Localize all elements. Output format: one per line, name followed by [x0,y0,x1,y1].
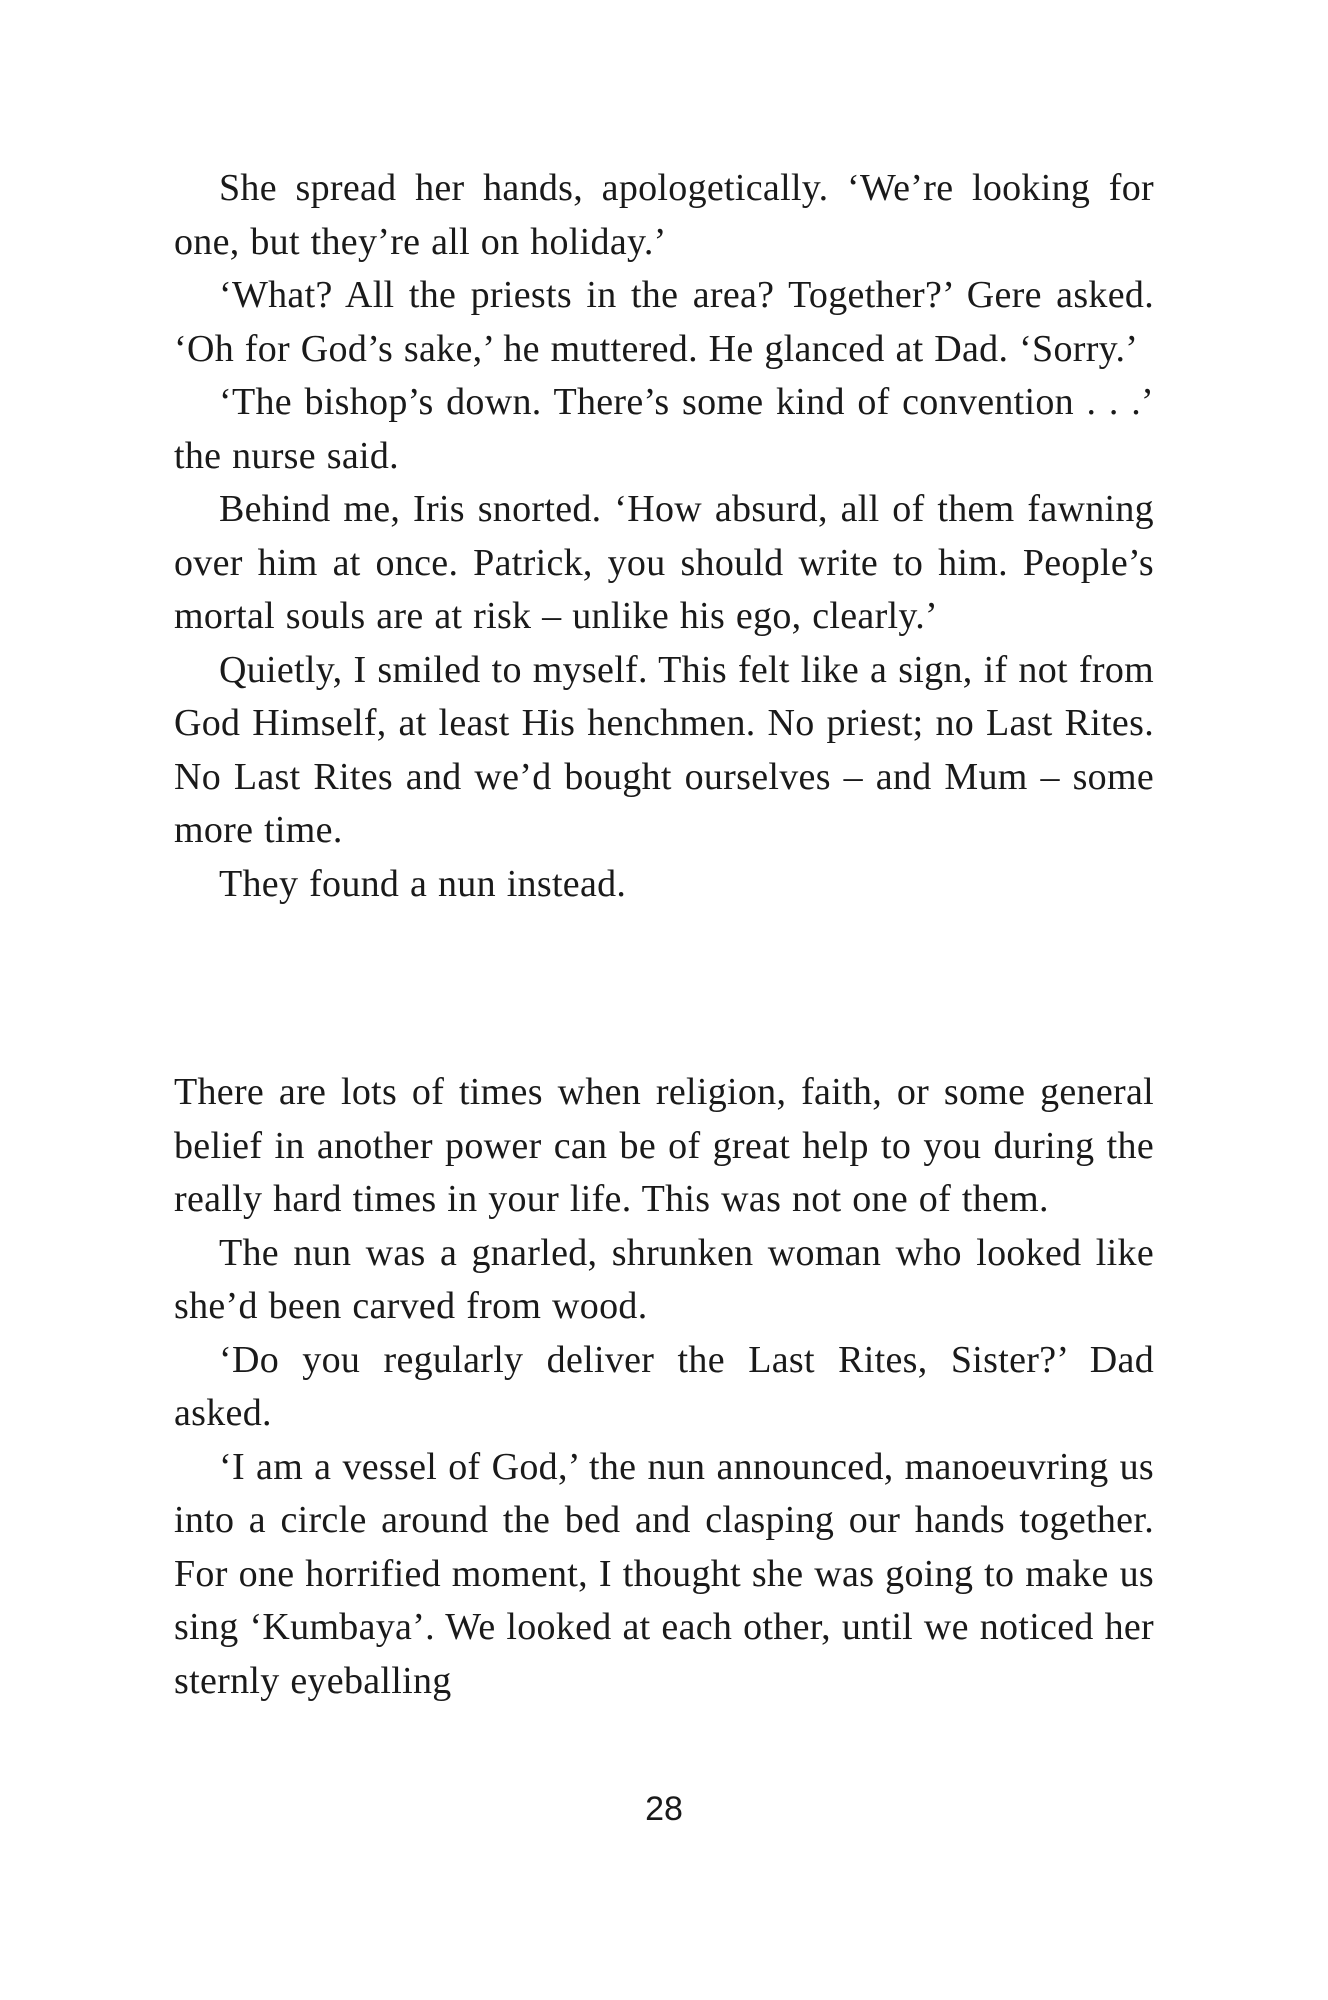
paragraph: Quietly, I smiled to myself. This felt like a sign, if not from God Himself, at least His henchmen. No priest; no Last Rites. No Last Rites and we’d bought ourselves – and Mum – some more time. [174,648,1154,851]
paragraph: They found a nun instead. [219,862,627,905]
paragraph: There are lots of times when religion, faith, or some general belief in another power can be of great help to you during the really hard times in your life. This was not one of them. [174,1071,1154,1220]
paragraph: ‘Do you regularly deliver the Last Rites, Sister?’ Dad asked. [174,1338,1154,1434]
page-number: 28 [645,1790,683,1828]
paragraph: ‘The bishop’s down. There’s some kind of convention . . .’ the nurse said. [174,381,1154,477]
text-section-2 [174,1066,1154,1708]
paragraph: ‘What? All the priests in the area? Together?’ Gere asked. ‘Oh for God’s sake,’ he muttered. He glanced at Dad. ‘Sorry.’ [174,274,1154,370]
text-section-1 [174,162,1154,911]
paragraph: She spread her hands, apologetically. ‘We’re looking for one, but they’re all on holiday.’ [174,167,1154,263]
paragraph: ‘I am a vessel of God,’ the nun announced, manoeuvring us into a circle around the bed and clasping our hands together. For one horrified moment, I thought she was going to make us sing ‘Kumbaya’. We looked at each other, until we noticed her sternly eyeballing [174,1445,1154,1702]
paragraph: Behind me, Iris snorted. ‘How absurd, all of them fawning over him at once. Patrick, you should write to him. People’s mortal souls are at risk – unlike his ego, clearly.’ [174,488,1154,637]
paragraph: The nun was a gnarled, shrunken woman who looked like she’d been carved from wood. [174,1231,1154,1327]
